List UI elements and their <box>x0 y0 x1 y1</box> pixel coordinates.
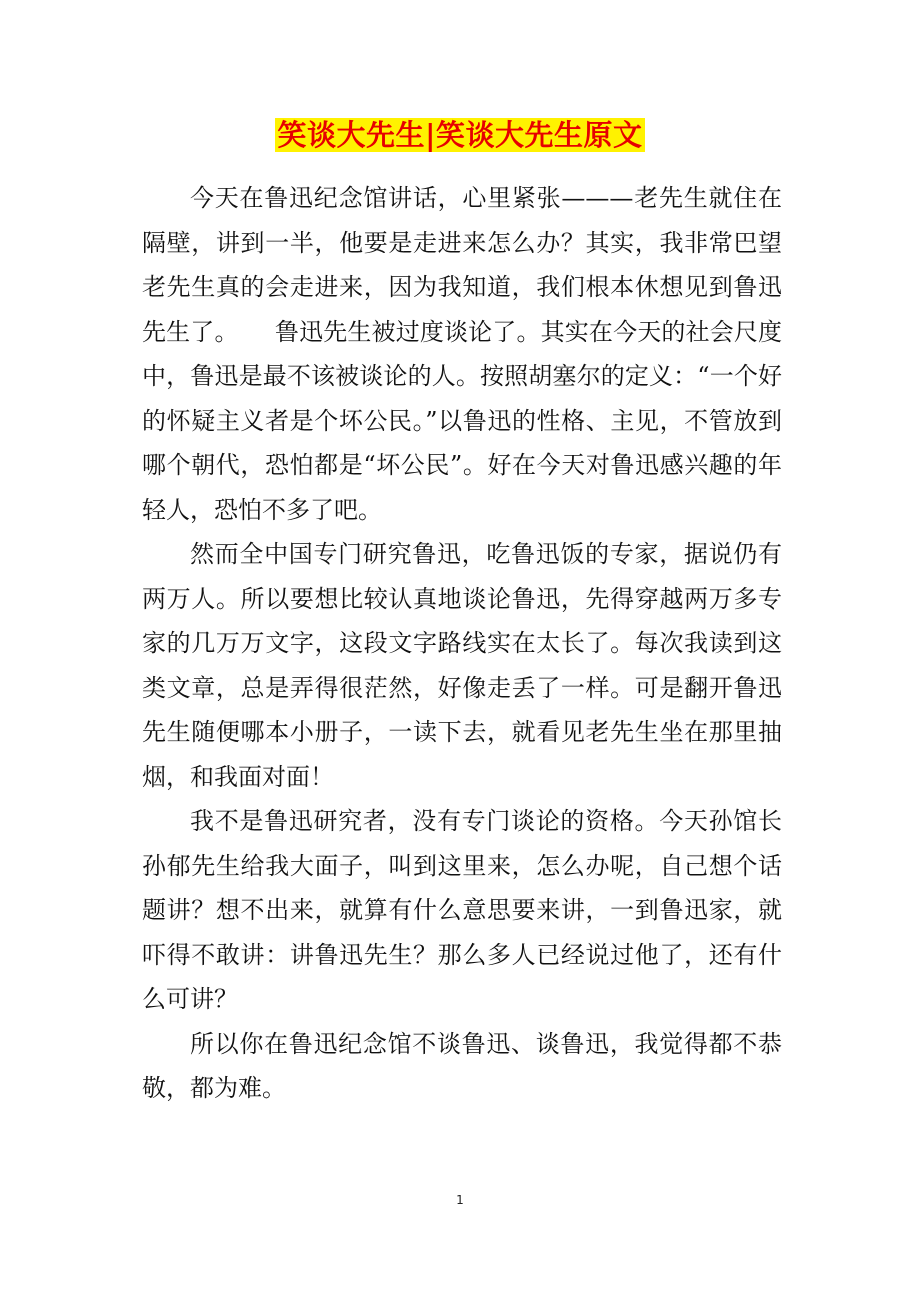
paragraph-1: 今天在鲁迅纪念馆讲话，心里紧张———老先生就住在隔壁，讲到一半，他要是走进来怎么办？其实，我非常巴望老先生真的会走进来，因为我知道，我们根本休想见到鲁迅先生了。 鲁迅先生被过度谈论了。其实在今天的社会尺度中，鲁迅是最不该被谈论的人。按照胡塞尔的定义：“一个好的怀疑主义者是个坏公民。”以鲁迅的性格、主见，不管放到哪个朝代，恐怕都是“坏公民”。好在今天对鲁迅感兴趣的年轻人，恐怕不多了吧。 <box>142 184 782 524</box>
document-title-text: 笑谈大先生|笑谈大先生原文 <box>277 118 643 152</box>
paragraph-3: 我不是鲁迅研究者，没有专门谈论的资格。今天孙馆长孙郁先生给我大面子，叫到这里来，怎么办呢，自己想个话题讲？想不出来，就算有什么意思要来讲，一到鲁迅家，就吓得不敢讲：讲鲁迅先生？那么多人已经说过他了，还有什么可讲？ <box>142 807 782 1013</box>
paragraph-2: 然而全中国专门研究鲁迅，吃鲁迅饭的专家，据说仍有两万人。所以要想比较认真地谈论鲁迅，先得穿越两万多专家的几万万文字，这段文字路线实在太长了。每次我读到这类文章，总是弄得很茫然，好像走丢了一样。可是翻开鲁迅先生随便哪本小册子，一读下去，就看见老先生坐在那里抽烟，和我面对面！ <box>142 540 782 791</box>
page-number: 1 <box>456 1193 464 1207</box>
paragraph-4: 所以你在鲁迅纪念馆不谈鲁迅、谈鲁迅，我觉得都不恭敬，都为难。 <box>142 1029 782 1102</box>
document-body <box>142 176 782 1111</box>
document-title <box>0 112 920 158</box>
